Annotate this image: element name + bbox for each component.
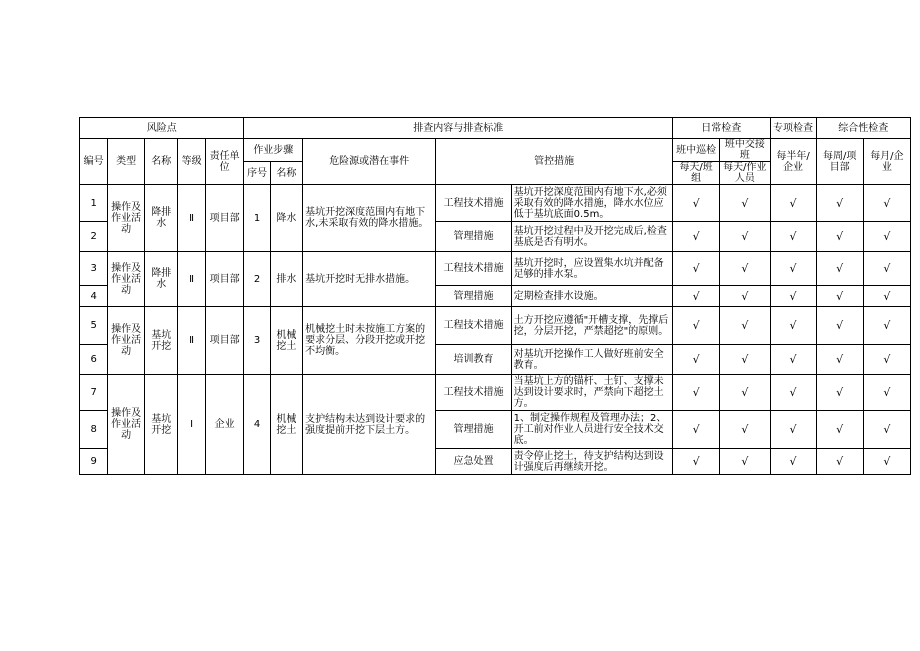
row-measure-type: 管理措施 [436,286,511,307]
row-measure-type: 工程技术措施 [436,252,511,286]
header-special-check: 专项检查 [770,118,816,139]
row-type: 操作及作业活动 [108,307,145,375]
check-mark: √ [863,222,910,252]
row-step: 排水 [270,252,302,307]
header-daily-team: 每天/班组 [673,162,720,185]
header-inspection-content: 排查内容与排查标准 [244,118,673,139]
row-hazard: 机械挖土时未按施工方案的要求分层、分段开挖或开挖不均衡。 [303,307,436,375]
check-mark: √ [863,286,910,307]
check-mark: √ [673,307,720,345]
row-no: 7 [80,375,108,411]
header-step-name: 名称 [270,162,302,185]
row-no: 5 [80,307,108,345]
check-mark: √ [863,375,910,411]
header-hazard: 危险源或潜在事件 [303,139,436,185]
check-mark: √ [816,411,863,449]
row-step: 降水 [270,185,302,252]
check-mark: √ [673,375,720,411]
check-mark: √ [673,345,720,375]
row-hazard: 支护结构未达到设计要求的强度提前开挖下层土方。 [303,375,436,475]
check-mark: √ [673,222,720,252]
header-shift-handover: 班中交接班 [720,139,770,162]
check-mark: √ [816,307,863,345]
check-mark: √ [720,449,770,475]
row-name: 基坑开挖 [144,375,178,475]
row-name: 降排水 [144,252,178,307]
row-measure-type: 工程技术措施 [436,375,511,411]
check-mark: √ [770,375,816,411]
check-mark: √ [673,185,720,222]
check-mark: √ [863,307,910,345]
row-no: 3 [80,252,108,286]
table-row [80,307,911,345]
row-measure: 基坑开挖深度范围内有地下水,必须采取有效的降水措施，降水水位应低于基坑底面0.5m。 [511,185,672,222]
row-measure-type: 管理措施 [436,411,511,449]
check-mark: √ [770,411,816,449]
row-seq: 4 [244,375,270,475]
check-mark: √ [720,252,770,286]
header-weekly: 每周/项目部 [816,139,863,185]
row-seq: 3 [244,307,270,375]
header-level: 等级 [178,139,205,185]
check-mark: √ [770,222,816,252]
row-no: 1 [80,185,108,222]
check-mark: √ [720,286,770,307]
check-mark: √ [863,449,910,475]
row-step: 机械挖土 [270,307,302,375]
check-mark: √ [863,345,910,375]
check-mark: √ [720,185,770,222]
header-row-1 [80,118,911,139]
header-comprehensive-check: 综合性检查 [816,118,910,139]
row-measure-type: 工程技术措施 [436,307,511,345]
header-shift-patrol: 班中巡检 [673,139,720,162]
table-row [80,375,911,411]
header-type: 类型 [108,139,145,185]
row-no: 4 [80,286,108,307]
check-mark: √ [720,411,770,449]
header-row-2 [80,139,911,162]
row-type: 操作及作业活动 [108,252,145,307]
check-mark: √ [816,185,863,222]
check-mark: √ [673,449,720,475]
check-mark: √ [720,307,770,345]
check-mark: √ [863,252,910,286]
row-seq: 1 [244,185,270,252]
check-mark: √ [720,222,770,252]
check-mark: √ [770,185,816,222]
row-measure: 对基坑开挖操作工人做好班前安全教育。 [511,345,672,375]
row-level: Ⅰ [178,375,205,475]
check-mark: √ [816,222,863,252]
row-no: 6 [80,345,108,375]
check-mark: √ [770,307,816,345]
row-measure: 当基坑上方的锚杆、土钉、支撑未达到设计要求时，严禁向下超挖土方。 [511,375,672,411]
check-mark: √ [720,345,770,375]
row-measure-type: 管理措施 [436,222,511,252]
row-name: 降排水 [144,185,178,252]
check-mark: √ [770,449,816,475]
row-measure-type: 应急处置 [436,449,511,475]
risk-inspection-table [79,117,911,475]
row-level: Ⅱ [178,185,205,252]
row-unit: 企业 [205,375,244,475]
row-no: 2 [80,222,108,252]
row-no: 9 [80,449,108,475]
check-mark: √ [770,345,816,375]
header-unit: 责任单位 [205,139,244,185]
row-measure: 土方开挖应遵循"开槽支撑，先撑后挖，分层开挖，严禁超挖"的原则。 [511,307,672,345]
row-measure: 基坑开挖时，应设置集水坑并配备足够的排水泵。 [511,252,672,286]
row-unit: 项目部 [205,307,244,375]
header-half-year: 每半年/企业 [770,139,816,185]
check-mark: √ [863,411,910,449]
check-mark: √ [816,345,863,375]
header-no: 编号 [80,139,108,185]
row-measure-type: 培训教育 [436,345,511,375]
row-measure-type: 工程技术措施 [436,185,511,222]
check-mark: √ [816,375,863,411]
row-hazard: 基坑开挖时无排水措施。 [303,252,436,307]
check-mark: √ [720,375,770,411]
header-control: 管控措施 [436,139,673,185]
header-monthly: 每月/企业 [863,139,910,185]
row-measure: 责令停止挖土，待支护结构达到设计强度后再继续开挖。 [511,449,672,475]
row-no: 8 [80,411,108,449]
header-daily-worker: 每天/作业人员 [720,162,770,185]
row-name: 基坑开挖 [144,307,178,375]
check-mark: √ [673,252,720,286]
row-measure: 基坑开挖过程中及开挖完成后,检查基底是否有明水。 [511,222,672,252]
row-unit: 项目部 [205,185,244,252]
table-row [80,185,911,222]
row-unit: 项目部 [205,252,244,307]
header-work-steps: 作业步骤 [244,139,303,162]
row-measure: 定期检查排水设施。 [511,286,672,307]
check-mark: √ [863,185,910,222]
check-mark: √ [816,252,863,286]
row-step: 机械挖土 [270,375,302,475]
row-level: Ⅱ [178,252,205,307]
table-row [80,252,911,286]
row-type: 操作及作业活动 [108,375,145,475]
check-mark: √ [673,411,720,449]
check-mark: √ [770,286,816,307]
check-mark: √ [816,449,863,475]
row-level: Ⅱ [178,307,205,375]
header-risk-point: 风险点 [80,118,244,139]
row-measure: 1、制定操作规程及管理办法；2、开工前对作业人员进行安全技术交底。 [511,411,672,449]
header-seq: 序号 [244,162,270,185]
header-name: 名称 [144,139,178,185]
check-mark: √ [816,286,863,307]
row-type: 操作及作业活动 [108,185,145,252]
row-hazard: 基坑开挖深度范围内有地下水,未采取有效的降水措施。 [303,185,436,252]
header-daily-check: 日常检查 [673,118,770,139]
check-mark: √ [770,252,816,286]
check-mark: √ [673,286,720,307]
row-seq: 2 [244,252,270,307]
